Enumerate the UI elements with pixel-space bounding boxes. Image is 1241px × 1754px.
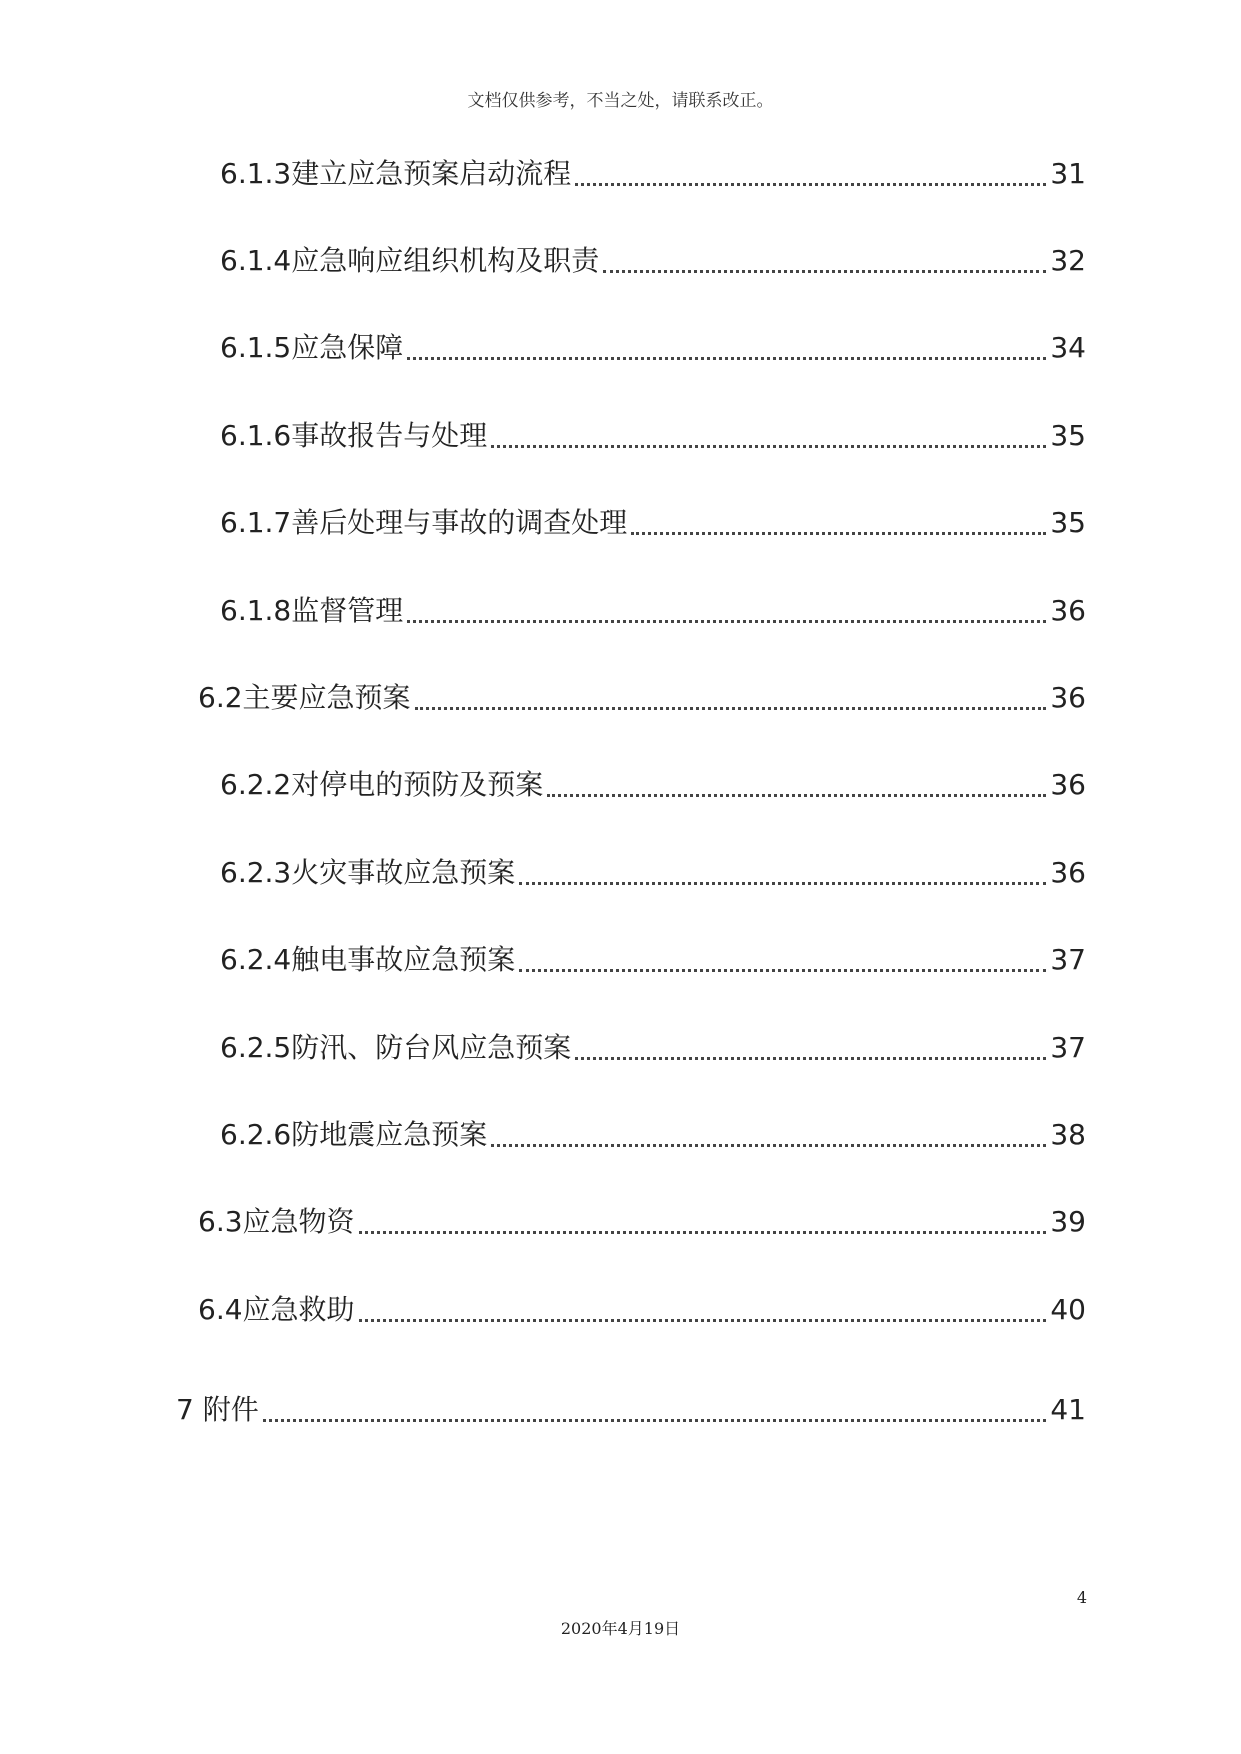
toc-dot-leader (519, 969, 1046, 972)
toc-entry[interactable] (220, 499, 1086, 547)
toc-entry-page: 39 (1050, 1205, 1086, 1238)
toc-entry-page: 35 (1050, 506, 1086, 539)
toc-entry-label: 6.1.7善后处理与事故的调查处理 (220, 506, 628, 539)
toc-entry-label: 6.3应急物资 (198, 1205, 355, 1238)
toc-entry[interactable] (220, 324, 1086, 372)
toc-entry-label: 6.4应急救助 (198, 1293, 355, 1326)
toc-entry[interactable] (198, 674, 1086, 722)
toc-dot-leader (359, 1319, 1047, 1322)
toc-entry[interactable] (176, 1386, 1086, 1434)
toc-dot-leader (407, 357, 1046, 360)
toc-entry[interactable] (220, 1024, 1086, 1072)
toc-entry-label: 6.2主要应急预案 (198, 681, 411, 714)
toc-dot-leader (263, 1419, 1047, 1422)
footer-date: 2020年4月19日 (560, 1619, 681, 1638)
toc-entry-page: 36 (1050, 681, 1086, 714)
toc-dot-leader (575, 1057, 1046, 1060)
toc-entry-label: 6.2.2对停电的预防及预案 (220, 768, 544, 801)
toc-entry[interactable] (220, 412, 1086, 460)
toc-entry-label: 6.1.8监督管理 (220, 594, 404, 627)
toc-entry-page: 40 (1050, 1293, 1086, 1326)
toc-dot-leader (519, 882, 1046, 885)
toc-entry-label: 6.1.5应急保障 (220, 331, 404, 364)
toc-entry-label: 6.2.3火灾事故应急预案 (220, 856, 516, 889)
toc-entry-page: 36 (1050, 768, 1086, 801)
toc-entry-label: 6.1.4应急响应组织机构及职责 (220, 244, 600, 277)
toc-dot-leader (603, 270, 1046, 273)
toc-entry-label: 7 附件 (176, 1393, 259, 1426)
header-note: 文档仅供参考，不当之处，请联系改正。 (467, 91, 774, 111)
toc-entry-label: 6.2.4触电事故应急预案 (220, 943, 516, 976)
toc-entry[interactable] (220, 936, 1086, 984)
toc-dot-leader (359, 1231, 1047, 1234)
toc-dot-leader (575, 183, 1046, 186)
toc-entry[interactable] (220, 761, 1086, 809)
toc-entry-label: 6.1.6事故报告与处理 (220, 419, 488, 452)
toc-dot-leader (631, 532, 1046, 535)
toc-entry[interactable] (198, 1286, 1086, 1334)
toc-dot-leader (407, 620, 1046, 623)
toc-entry[interactable] (220, 237, 1086, 285)
toc-entry[interactable] (198, 1198, 1086, 1246)
toc-entry-label: 6.2.5防汛、防台风应急预案 (220, 1031, 572, 1064)
toc-entry[interactable] (220, 1111, 1086, 1159)
toc-entry-label: 6.1.3建立应急预案启动流程 (220, 157, 572, 190)
toc-entry-page: 34 (1050, 331, 1086, 364)
toc-entry-page: 32 (1050, 244, 1086, 277)
page-number: 4 (1076, 1588, 1087, 1607)
toc-dot-leader (415, 707, 1047, 710)
toc-dot-leader (547, 794, 1046, 797)
toc-entry-page: 38 (1050, 1118, 1086, 1151)
toc-entry-page: 35 (1050, 419, 1086, 452)
toc-entry-page: 37 (1050, 943, 1086, 976)
toc-entry-page: 37 (1050, 1031, 1086, 1064)
toc-dot-leader (491, 1144, 1046, 1147)
toc-entry[interactable] (220, 150, 1086, 198)
toc-entry-label: 6.2.6防地震应急预案 (220, 1118, 488, 1151)
toc-entry[interactable] (220, 587, 1086, 635)
toc-dot-leader (491, 445, 1046, 448)
toc-entry[interactable] (220, 849, 1086, 897)
toc-entry-page: 36 (1050, 856, 1086, 889)
toc-entry-page: 31 (1050, 157, 1086, 190)
toc-entry-page: 41 (1050, 1393, 1086, 1426)
toc-entry-page: 36 (1050, 594, 1086, 627)
